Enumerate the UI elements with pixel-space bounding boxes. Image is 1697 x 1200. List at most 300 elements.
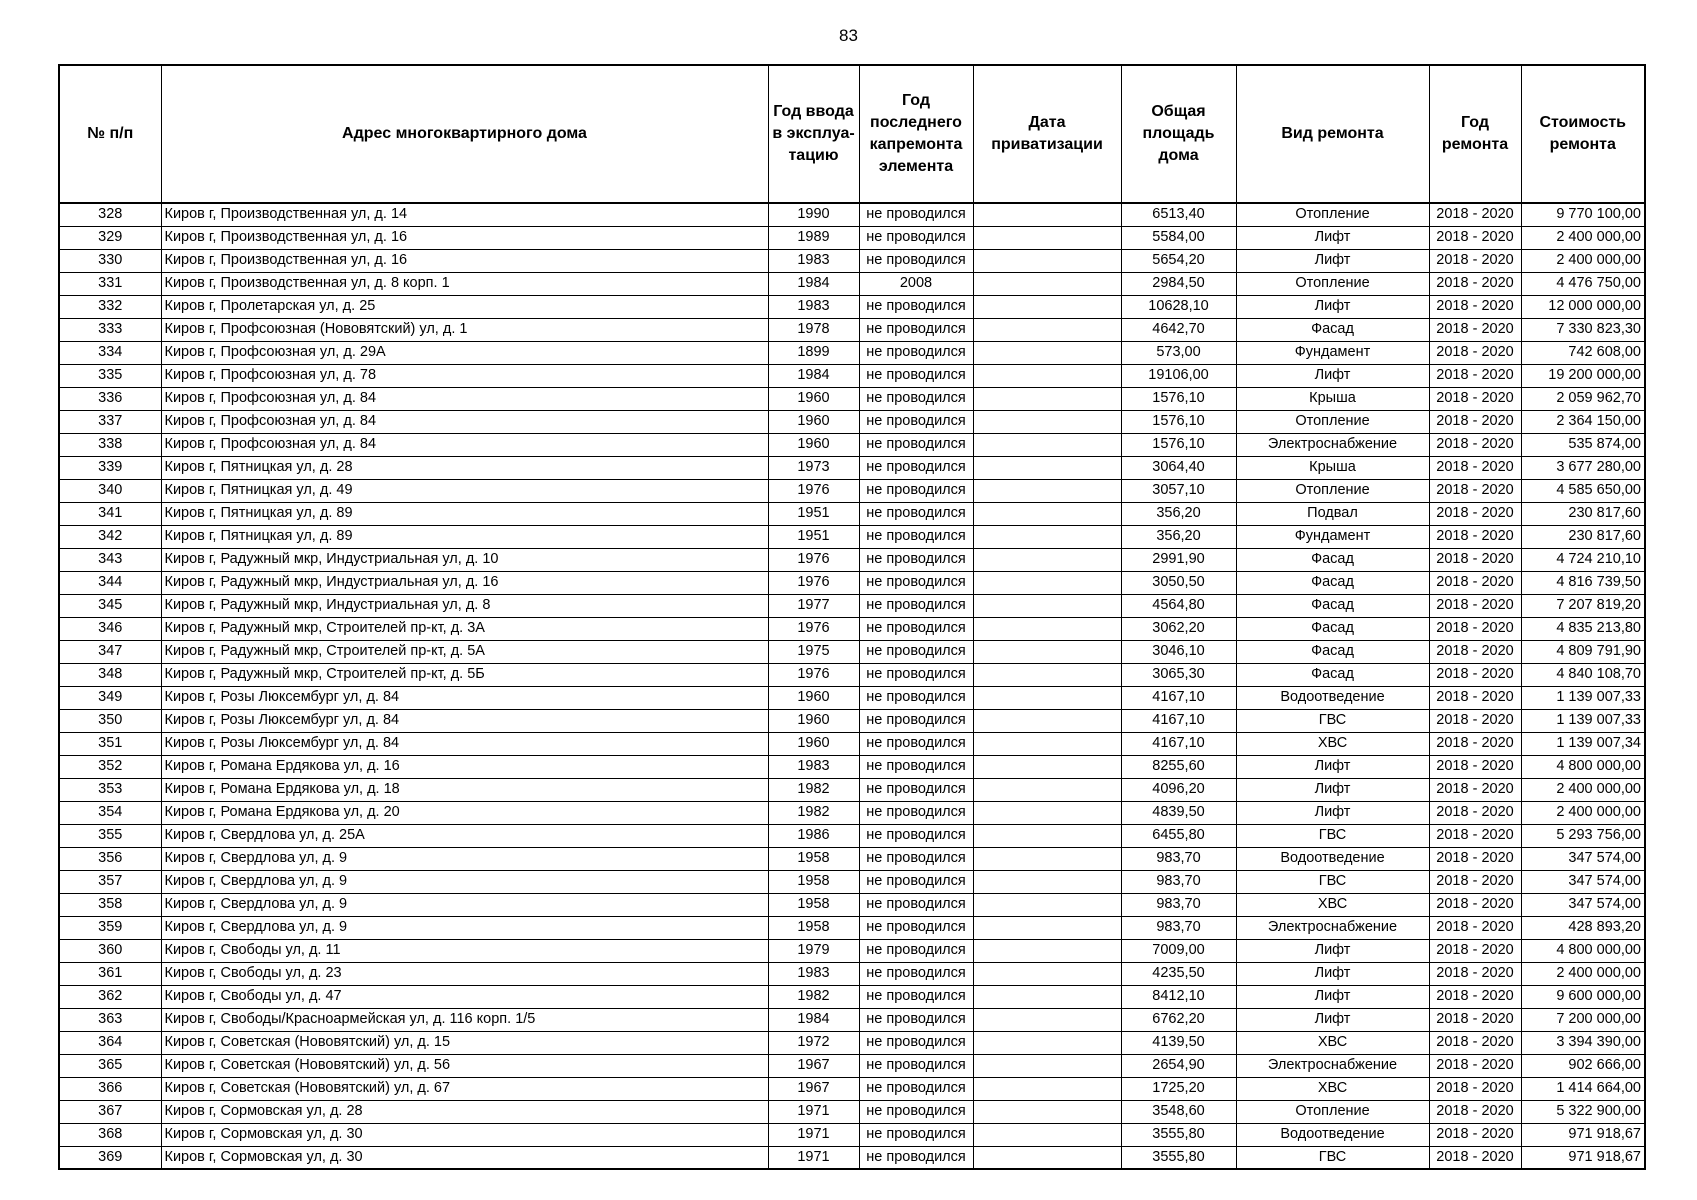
cell-year-built: 1973 [768, 456, 859, 479]
cell-privatization [973, 939, 1121, 962]
cell-address: Киров г, Розы Люксембург ул, д. 84 [161, 732, 768, 755]
cell-repair-year: 2018 - 2020 [1429, 502, 1521, 525]
cell-address: Киров г, Пятницкая ул, д. 89 [161, 525, 768, 548]
cell-privatization [973, 778, 1121, 801]
table-row [59, 387, 1645, 410]
cell-repair-year: 2018 - 2020 [1429, 755, 1521, 778]
cell-area: 6762,20 [1121, 1008, 1236, 1031]
table-row [59, 502, 1645, 525]
cell-privatization [973, 502, 1121, 525]
cell-repair-year: 2018 - 2020 [1429, 962, 1521, 985]
cell-last-repair: не проводился [859, 502, 973, 525]
cell-address: Киров г, Сормовская ул, д. 28 [161, 1100, 768, 1123]
table-row [59, 318, 1645, 341]
cell-repair-year: 2018 - 2020 [1429, 249, 1521, 272]
cell-area: 3057,10 [1121, 479, 1236, 502]
cell-repair-type: Лифт [1236, 801, 1429, 824]
cell-repair-year: 2018 - 2020 [1429, 1008, 1521, 1031]
cell-repair-year: 2018 - 2020 [1429, 318, 1521, 341]
cell-repair-year: 2018 - 2020 [1429, 916, 1521, 939]
table-row [59, 824, 1645, 847]
cell-address: Киров г, Профсоюзная ул, д. 78 [161, 364, 768, 387]
cell-num: 354 [59, 801, 161, 824]
cell-privatization [973, 663, 1121, 686]
cell-repair-year: 2018 - 2020 [1429, 456, 1521, 479]
cell-last-repair: не проводился [859, 548, 973, 571]
cell-repair-type: Водоотведение [1236, 1123, 1429, 1146]
cell-cost: 4 800 000,00 [1521, 755, 1645, 778]
cell-last-repair: не проводился [859, 939, 973, 962]
cell-area: 8412,10 [1121, 985, 1236, 1008]
cell-num: 368 [59, 1123, 161, 1146]
cell-address: Киров г, Романа Ердякова ул, д. 20 [161, 801, 768, 824]
cell-year-built: 1982 [768, 778, 859, 801]
cell-repair-type: Крыша [1236, 387, 1429, 410]
cell-last-repair: не проводился [859, 525, 973, 548]
cell-year-built: 1976 [768, 617, 859, 640]
cell-privatization [973, 525, 1121, 548]
cell-repair-year: 2018 - 2020 [1429, 870, 1521, 893]
cell-num: 359 [59, 916, 161, 939]
cell-address: Киров г, Пролетарская ул, д. 25 [161, 295, 768, 318]
cell-address: Киров г, Радужный мкр, Строителей пр-кт, д. 5Б [161, 663, 768, 686]
cell-area: 7009,00 [1121, 939, 1236, 962]
cell-last-repair: не проводился [859, 778, 973, 801]
table-row [59, 1146, 1645, 1169]
cell-address: Киров г, Профсоюзная ул, д. 84 [161, 410, 768, 433]
cell-repair-type: Лифт [1236, 939, 1429, 962]
table-row [59, 617, 1645, 640]
cell-privatization [973, 617, 1121, 640]
cell-year-built: 1951 [768, 502, 859, 525]
cell-year-built: 1971 [768, 1100, 859, 1123]
cell-area: 4167,10 [1121, 732, 1236, 755]
cell-address: Киров г, Производственная ул, д. 16 [161, 249, 768, 272]
cell-cost: 4 800 000,00 [1521, 939, 1645, 962]
cell-area: 356,20 [1121, 525, 1236, 548]
table-row [59, 433, 1645, 456]
cell-address: Киров г, Советская (Нововятский) ул, д. 15 [161, 1031, 768, 1054]
cell-repair-year: 2018 - 2020 [1429, 272, 1521, 295]
cell-num: 366 [59, 1077, 161, 1100]
cell-num: 337 [59, 410, 161, 433]
cell-year-built: 1972 [768, 1031, 859, 1054]
cell-last-repair: не проводился [859, 1054, 973, 1077]
cell-repair-type: Отопление [1236, 410, 1429, 433]
cell-cost: 4 835 213,80 [1521, 617, 1645, 640]
cell-cost: 2 059 962,70 [1521, 387, 1645, 410]
cell-year-built: 1984 [768, 1008, 859, 1031]
cell-last-repair: не проводился [859, 364, 973, 387]
cell-area: 19106,00 [1121, 364, 1236, 387]
cell-year-built: 1960 [768, 410, 859, 433]
cell-repair-year: 2018 - 2020 [1429, 1123, 1521, 1146]
header-address: Адрес многоквартирного дома [161, 65, 768, 203]
cell-num: 367 [59, 1100, 161, 1123]
header-last-repair: Год последнего капремонта элемента [859, 65, 973, 203]
cell-num: 329 [59, 226, 161, 249]
cell-cost: 535 874,00 [1521, 433, 1645, 456]
cell-year-built: 1990 [768, 203, 859, 226]
header-privatization: Дата приватизации [973, 65, 1121, 203]
cell-privatization [973, 203, 1121, 226]
header-repair-type: Вид ремонта [1236, 65, 1429, 203]
cell-year-built: 1984 [768, 272, 859, 295]
cell-repair-year: 2018 - 2020 [1429, 1146, 1521, 1169]
table-row [59, 663, 1645, 686]
cell-address: Киров г, Свердлова ул, д. 9 [161, 870, 768, 893]
cell-cost: 12 000 000,00 [1521, 295, 1645, 318]
cell-privatization [973, 479, 1121, 502]
cell-area: 4564,80 [1121, 594, 1236, 617]
header-cost: Стоимость ремонта [1521, 65, 1645, 203]
cell-last-repair: не проводился [859, 203, 973, 226]
cell-cost: 7 200 000,00 [1521, 1008, 1645, 1031]
cell-repair-type: Фасад [1236, 594, 1429, 617]
cell-address: Киров г, Профсоюзная ул, д. 84 [161, 433, 768, 456]
cell-repair-type: Фасад [1236, 548, 1429, 571]
cell-repair-type: Лифт [1236, 1008, 1429, 1031]
cell-repair-type: Отопление [1236, 203, 1429, 226]
cell-address: Киров г, Радужный мкр, Индустриальная ул, д. 8 [161, 594, 768, 617]
table-row [59, 732, 1645, 755]
cell-area: 4096,20 [1121, 778, 1236, 801]
table-row [59, 778, 1645, 801]
cell-num: 353 [59, 778, 161, 801]
cell-cost: 230 817,60 [1521, 525, 1645, 548]
cell-last-repair: не проводился [859, 801, 973, 824]
table-row [59, 801, 1645, 824]
cell-last-repair: не проводился [859, 1146, 973, 1169]
cell-privatization [973, 824, 1121, 847]
cell-year-built: 1960 [768, 686, 859, 709]
cell-repair-year: 2018 - 2020 [1429, 801, 1521, 824]
table-row [59, 571, 1645, 594]
cell-cost: 902 666,00 [1521, 1054, 1645, 1077]
cell-num: 331 [59, 272, 161, 295]
cell-repair-year: 2018 - 2020 [1429, 686, 1521, 709]
table-row [59, 709, 1645, 732]
cell-repair-type: Водоотведение [1236, 686, 1429, 709]
cell-repair-type: ГВС [1236, 709, 1429, 732]
cell-privatization [973, 985, 1121, 1008]
cell-year-built: 1976 [768, 548, 859, 571]
cell-repair-type: Фундамент [1236, 525, 1429, 548]
cell-year-built: 1960 [768, 387, 859, 410]
cell-repair-type: ХВС [1236, 893, 1429, 916]
table-row [59, 870, 1645, 893]
cell-year-built: 1976 [768, 663, 859, 686]
cell-year-built: 1958 [768, 916, 859, 939]
cell-area: 3548,60 [1121, 1100, 1236, 1123]
cell-address: Киров г, Свердлова ул, д. 9 [161, 893, 768, 916]
cell-area: 1576,10 [1121, 433, 1236, 456]
cell-privatization [973, 732, 1121, 755]
cell-privatization [973, 226, 1121, 249]
cell-privatization [973, 916, 1121, 939]
cell-repair-year: 2018 - 2020 [1429, 594, 1521, 617]
table-row [59, 594, 1645, 617]
cell-cost: 1 414 664,00 [1521, 1077, 1645, 1100]
cell-privatization [973, 387, 1121, 410]
cell-cost: 347 574,00 [1521, 870, 1645, 893]
cell-repair-year: 2018 - 2020 [1429, 1077, 1521, 1100]
cell-last-repair: не проводился [859, 594, 973, 617]
cell-cost: 5 322 900,00 [1521, 1100, 1645, 1123]
cell-address: Киров г, Производственная ул, д. 16 [161, 226, 768, 249]
cell-year-built: 1967 [768, 1077, 859, 1100]
cell-num: 336 [59, 387, 161, 410]
cell-num: 355 [59, 824, 161, 847]
cell-address: Киров г, Радужный мкр, Индустриальная ул, д. 10 [161, 548, 768, 571]
cell-cost: 4 476 750,00 [1521, 272, 1645, 295]
cell-year-built: 1983 [768, 249, 859, 272]
cell-address: Киров г, Свободы ул, д. 11 [161, 939, 768, 962]
cell-repair-type: Лифт [1236, 962, 1429, 985]
cell-privatization [973, 847, 1121, 870]
cell-area: 4642,70 [1121, 318, 1236, 341]
cell-repair-type: ГВС [1236, 1146, 1429, 1169]
table-row [59, 272, 1645, 295]
cell-year-built: 1989 [768, 226, 859, 249]
cell-privatization [973, 1100, 1121, 1123]
cell-repair-type: Электроснабжение [1236, 1054, 1429, 1077]
cell-privatization [973, 318, 1121, 341]
cell-last-repair: не проводился [859, 387, 973, 410]
cell-cost: 347 574,00 [1521, 847, 1645, 870]
cell-area: 1725,20 [1121, 1077, 1236, 1100]
cell-cost: 230 817,60 [1521, 502, 1645, 525]
cell-repair-type: Отопление [1236, 272, 1429, 295]
cell-cost: 2 400 000,00 [1521, 778, 1645, 801]
cell-privatization [973, 962, 1121, 985]
table-row [59, 341, 1645, 364]
cell-address: Киров г, Профсоюзная (Нововятский) ул, д. 1 [161, 318, 768, 341]
cell-repair-year: 2018 - 2020 [1429, 341, 1521, 364]
cell-repair-type: Водоотведение [1236, 847, 1429, 870]
cell-privatization [973, 686, 1121, 709]
cell-cost: 2 400 000,00 [1521, 226, 1645, 249]
cell-repair-type: Лифт [1236, 755, 1429, 778]
cell-repair-type: Крыша [1236, 456, 1429, 479]
cell-repair-year: 2018 - 2020 [1429, 939, 1521, 962]
cell-num: 345 [59, 594, 161, 617]
cell-repair-year: 2018 - 2020 [1429, 295, 1521, 318]
cell-area: 983,70 [1121, 870, 1236, 893]
cell-last-repair: не проводился [859, 640, 973, 663]
cell-privatization [973, 1123, 1121, 1146]
table-row [59, 1077, 1645, 1100]
cell-num: 343 [59, 548, 161, 571]
cell-cost: 2 400 000,00 [1521, 801, 1645, 824]
cell-privatization [973, 893, 1121, 916]
cell-num: 360 [59, 939, 161, 962]
cell-last-repair: не проводился [859, 249, 973, 272]
cell-cost: 9 770 100,00 [1521, 203, 1645, 226]
cell-area: 573,00 [1121, 341, 1236, 364]
cell-year-built: 1979 [768, 939, 859, 962]
cell-repair-type: Лифт [1236, 295, 1429, 318]
cell-cost: 428 893,20 [1521, 916, 1645, 939]
cell-cost: 3 677 280,00 [1521, 456, 1645, 479]
cell-repair-year: 2018 - 2020 [1429, 410, 1521, 433]
cell-num: 342 [59, 525, 161, 548]
cell-privatization [973, 249, 1121, 272]
cell-last-repair: не проводился [859, 686, 973, 709]
cell-num: 357 [59, 870, 161, 893]
cell-privatization [973, 571, 1121, 594]
cell-repair-year: 2018 - 2020 [1429, 709, 1521, 732]
cell-area: 3065,30 [1121, 663, 1236, 686]
cell-num: 346 [59, 617, 161, 640]
header-num: № п/п [59, 65, 161, 203]
cell-last-repair: 2008 [859, 272, 973, 295]
cell-area: 4139,50 [1121, 1031, 1236, 1054]
cell-last-repair: не проводился [859, 1031, 973, 1054]
cell-num: 347 [59, 640, 161, 663]
cell-repair-type: Фасад [1236, 617, 1429, 640]
cell-address: Киров г, Профсоюзная ул, д. 29А [161, 341, 768, 364]
cell-repair-type: ГВС [1236, 870, 1429, 893]
cell-repair-type: Отопление [1236, 479, 1429, 502]
cell-repair-type: Отопление [1236, 1100, 1429, 1123]
cell-repair-type: Фундамент [1236, 341, 1429, 364]
cell-privatization [973, 1146, 1121, 1169]
cell-area: 4235,50 [1121, 962, 1236, 985]
cell-year-built: 1984 [768, 364, 859, 387]
cell-address: Киров г, Пятницкая ул, д. 49 [161, 479, 768, 502]
cell-privatization [973, 801, 1121, 824]
cell-privatization [973, 433, 1121, 456]
cell-year-built: 1951 [768, 525, 859, 548]
cell-year-built: 1960 [768, 433, 859, 456]
cell-privatization [973, 410, 1121, 433]
cell-year-built: 1977 [768, 594, 859, 617]
cell-num: 364 [59, 1031, 161, 1054]
table-row [59, 203, 1645, 226]
cell-year-built: 1982 [768, 801, 859, 824]
cell-repair-year: 2018 - 2020 [1429, 203, 1521, 226]
cell-last-repair: не проводился [859, 410, 973, 433]
cell-year-built: 1971 [768, 1123, 859, 1146]
cell-last-repair: не проводился [859, 433, 973, 456]
cell-last-repair: не проводился [859, 847, 973, 870]
cell-num: 338 [59, 433, 161, 456]
cell-repair-type: Лифт [1236, 226, 1429, 249]
cell-address: Киров г, Радужный мкр, Строителей пр-кт, д. 5А [161, 640, 768, 663]
cell-address: Киров г, Свободы ул, д. 23 [161, 962, 768, 985]
table-row [59, 1123, 1645, 1146]
cell-year-built: 1983 [768, 755, 859, 778]
cell-last-repair: не проводился [859, 617, 973, 640]
cell-num: 340 [59, 479, 161, 502]
cell-privatization [973, 870, 1121, 893]
table-row [59, 962, 1645, 985]
cell-last-repair: не проводился [859, 663, 973, 686]
cell-area: 2654,90 [1121, 1054, 1236, 1077]
cell-num: 334 [59, 341, 161, 364]
cell-address: Киров г, Советская (Нововятский) ул, д. 67 [161, 1077, 768, 1100]
table-row [59, 916, 1645, 939]
table-body [59, 203, 1645, 1169]
cell-area: 3050,50 [1121, 571, 1236, 594]
cell-cost: 4 724 210,10 [1521, 548, 1645, 571]
cell-repair-year: 2018 - 2020 [1429, 640, 1521, 663]
cell-repair-year: 2018 - 2020 [1429, 663, 1521, 686]
cell-area: 5654,20 [1121, 249, 1236, 272]
cell-repair-year: 2018 - 2020 [1429, 893, 1521, 916]
cell-area: 6455,80 [1121, 824, 1236, 847]
cell-repair-type: Фасад [1236, 640, 1429, 663]
cell-year-built: 1976 [768, 479, 859, 502]
repair-table [58, 64, 1646, 1170]
cell-cost: 2 364 150,00 [1521, 410, 1645, 433]
cell-cost: 4 809 791,90 [1521, 640, 1645, 663]
cell-cost: 7 330 823,30 [1521, 318, 1645, 341]
cell-num: 328 [59, 203, 161, 226]
cell-repair-year: 2018 - 2020 [1429, 479, 1521, 502]
cell-num: 351 [59, 732, 161, 755]
cell-num: 333 [59, 318, 161, 341]
cell-num: 349 [59, 686, 161, 709]
cell-num: 341 [59, 502, 161, 525]
cell-repair-year: 2018 - 2020 [1429, 1100, 1521, 1123]
table-row [59, 1054, 1645, 1077]
cell-area: 983,70 [1121, 847, 1236, 870]
cell-cost: 971 918,67 [1521, 1123, 1645, 1146]
cell-last-repair: не проводился [859, 318, 973, 341]
cell-num: 330 [59, 249, 161, 272]
table-row [59, 1031, 1645, 1054]
cell-area: 4167,10 [1121, 709, 1236, 732]
cell-area: 356,20 [1121, 502, 1236, 525]
cell-area: 10628,10 [1121, 295, 1236, 318]
cell-last-repair: не проводился [859, 456, 973, 479]
cell-last-repair: не проводился [859, 341, 973, 364]
cell-address: Киров г, Розы Люксембург ул, д. 84 [161, 709, 768, 732]
cell-num: 361 [59, 962, 161, 985]
cell-area: 4839,50 [1121, 801, 1236, 824]
cell-last-repair: не проводился [859, 571, 973, 594]
cell-address: Киров г, Сормовская ул, д. 30 [161, 1123, 768, 1146]
cell-area: 1576,10 [1121, 387, 1236, 410]
cell-year-built: 1971 [768, 1146, 859, 1169]
cell-address: Киров г, Розы Люксембург ул, д. 84 [161, 686, 768, 709]
cell-repair-type: Лифт [1236, 364, 1429, 387]
cell-area: 6513,40 [1121, 203, 1236, 226]
cell-last-repair: не проводился [859, 893, 973, 916]
cell-cost: 971 918,67 [1521, 1146, 1645, 1169]
cell-num: 369 [59, 1146, 161, 1169]
cell-address: Киров г, Пятницкая ул, д. 28 [161, 456, 768, 479]
cell-year-built: 1986 [768, 824, 859, 847]
cell-cost: 2 400 000,00 [1521, 249, 1645, 272]
cell-num: 363 [59, 1008, 161, 1031]
table-row [59, 226, 1645, 249]
cell-repair-year: 2018 - 2020 [1429, 387, 1521, 410]
cell-repair-type: Лифт [1236, 985, 1429, 1008]
cell-privatization [973, 364, 1121, 387]
table-row [59, 249, 1645, 272]
cell-area: 3064,40 [1121, 456, 1236, 479]
cell-last-repair: не проводился [859, 1077, 973, 1100]
cell-last-repair: не проводился [859, 732, 973, 755]
cell-last-repair: не проводился [859, 755, 973, 778]
cell-address: Киров г, Свердлова ул, д. 9 [161, 847, 768, 870]
cell-year-built: 1983 [768, 962, 859, 985]
cell-num: 352 [59, 755, 161, 778]
cell-repair-year: 2018 - 2020 [1429, 824, 1521, 847]
